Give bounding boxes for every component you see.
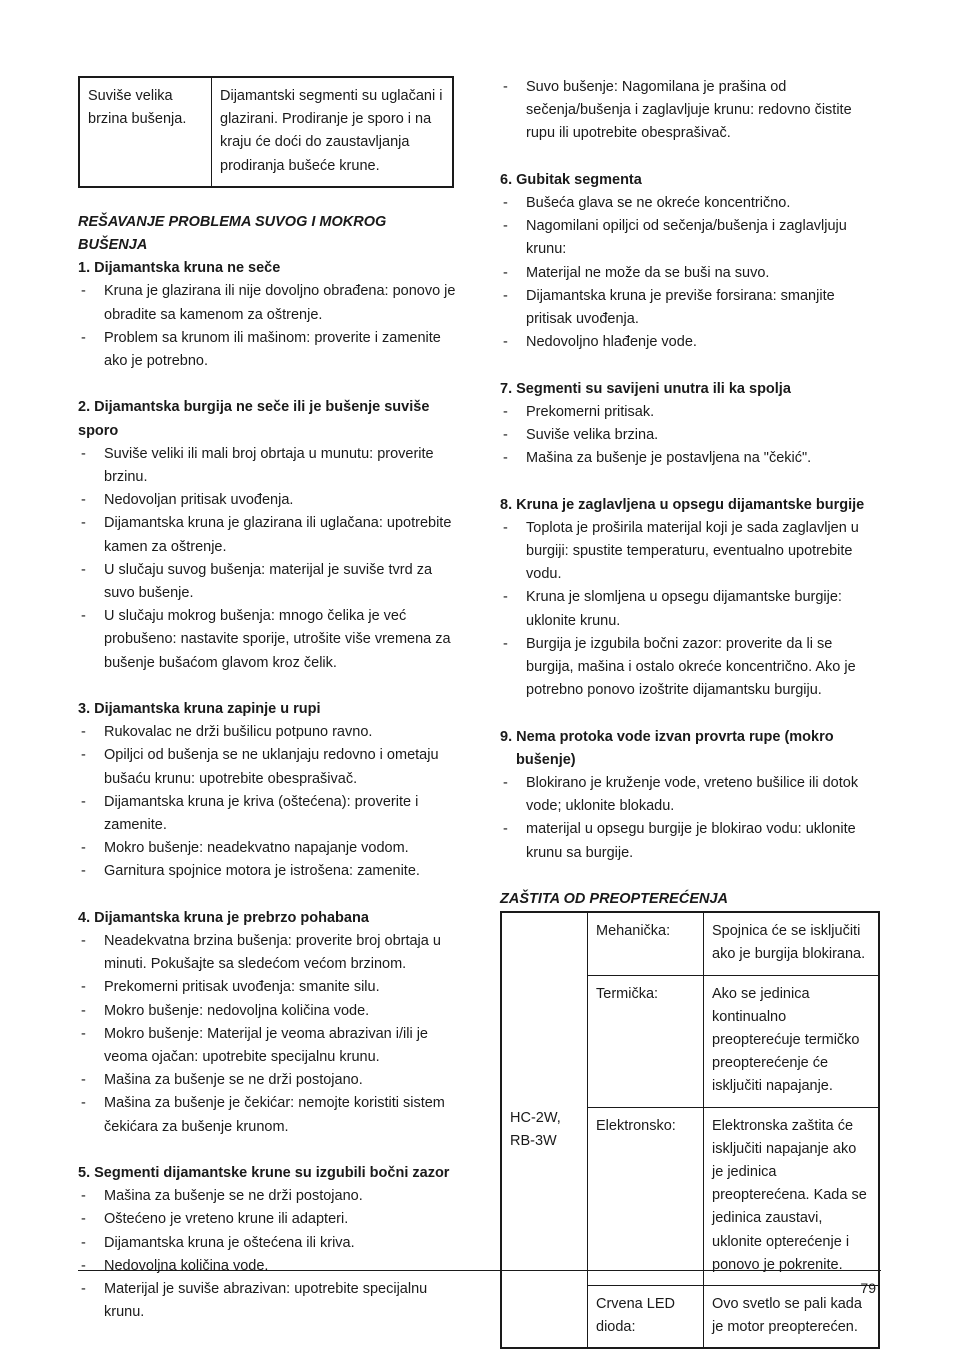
section-heading: 8. Kruna je zaglavljena u opsegu dijamantske burgije <box>500 496 865 513</box>
left-column <box>78 76 456 1325</box>
list-item: - Mašina za bušenje je čekićar: nemojte koristiti sistem čekićara za bušenje krunom. <box>78 1092 456 1138</box>
list-item: - Prekomerni pritisak uvođenja: smanite silu. <box>78 976 456 999</box>
list-item: - Garnitura spojnice motora je istrošena: zamenite. <box>78 860 456 883</box>
table-row <box>79 77 453 187</box>
section-list <box>78 930 456 1139</box>
section-list <box>78 280 456 373</box>
protection-type-cell: Termička: <box>588 975 704 1107</box>
protection-desc-cell: Spojnica će se isključiti ako je burgija blokirana. <box>704 912 880 975</box>
list-item: - Suvo bušenje: Nagomilana je prašina od sečenja/bušenja i zaglavljuje krunu: redovno čistite rupu ili upotrebite obesprašivač. <box>500 76 880 146</box>
list-item: - Nedovoljna količina vode. <box>78 1255 456 1278</box>
footer-rule <box>78 1270 881 1271</box>
list-item: - Prekomerni pritisak. <box>500 401 880 424</box>
section-list <box>500 76 880 146</box>
overload-protection-table <box>500 911 880 1349</box>
section-list <box>500 401 880 471</box>
model-cell: HC-2W, RB-3W <box>501 912 588 1348</box>
list-item: - Mašina za bušenje je postavljena na "čekić". <box>500 447 880 470</box>
section-list <box>500 772 880 865</box>
protection-type-cell: Elektronsko: <box>588 1107 704 1285</box>
list-item: - Oštećeno je vreteno krune ili adapteri. <box>78 1208 456 1231</box>
list-item: - Dijamantska kruna je glazirana ili uglačana: upotrebite kamen za oštrenje. <box>78 512 456 558</box>
section-list <box>78 1185 456 1324</box>
section-heading: 3. Dijamantska kruna zapinje u rupi <box>78 701 321 718</box>
section-list <box>500 192 880 354</box>
list-item: - U slučaju mokrog bušenja: mnogo čelika je već probušeno: nastavite sporije, utrošite više vremena za bušenje bušaćom glavom kroz čelik. <box>78 605 456 675</box>
protection-desc-cell: Elektronska zaštita će isključiti napajanje ako je jedinica preopterećena. Kada se jedinica zaustavi, uklonite opterećenje i ponovo je pokrenite. <box>704 1107 880 1285</box>
list-item: - Mokro bušenje: nedovoljna količina vode. <box>78 1000 456 1023</box>
list-item: - Problem sa krunom ili mašinom: proverite i zamenite ako je potrebno. <box>78 327 456 373</box>
list-item: - Opiljci od bušenja se ne uklanjaju redovno i ometaju bušaću krunu: upotrebite obesprašivač. <box>78 744 456 790</box>
section-heading: 1. Dijamantska kruna ne seče <box>78 260 281 277</box>
list-item: - Dijamantska kruna je previše forsirana: smanjite pritisak uvođenja. <box>500 285 880 331</box>
section-heading: 6. Gubitak segmenta <box>500 171 642 188</box>
list-item: - Nedovoljno hlađenje vode. <box>500 331 880 354</box>
list-item: - Blokirano je kruženje vode, vreteno bušilice ili dotok vode; uklonite blokadu. <box>500 772 880 818</box>
section-heading: 5. Segmenti dijamantske krune su izgubili bočni zazor <box>78 1165 450 1182</box>
troubleshooting-title: REŠAVANJE PROBLEMA SUVOG I MOKROG BUŠENJA <box>78 213 387 254</box>
protection-desc-cell: Ovo svetlo se pali kada je motor preopterećen. <box>704 1286 880 1349</box>
protection-type-cell: Mehanička: <box>588 912 704 975</box>
list-item: - Neadekvatna brzina bušenja: proverite broj obrtaja u minuti. Pokušajte sa sledećom većom brzinom. <box>78 930 456 976</box>
section-heading: 4. Dijamantska kruna je prebrzo pohabana <box>78 909 369 926</box>
list-item: - Materijal je suviše abrazivan: upotrebite specijalnu krunu. <box>78 1278 456 1324</box>
list-item: - Dijamantska kruna je oštećena ili kriva. <box>78 1232 456 1255</box>
list-item: - Kruna je slomljena u opsegu dijamantske burgije: uklonite krunu. <box>500 586 880 632</box>
list-item: - Bušeća glava se ne okreće koncentrično. <box>500 192 880 215</box>
section-list <box>78 721 456 883</box>
list-item: - Mašina za bušenje se ne drži postojano. <box>78 1185 456 1208</box>
speed-issue-table <box>78 76 454 188</box>
list-item: - Suviše velika brzina. <box>500 424 880 447</box>
list-item: - materijal u opsegu burgije je blokirao vodu: uklonite krunu sa burgije. <box>500 818 880 864</box>
issue-effect-cell: Dijamantski segmenti su uglačani i glazirani. Prodiranje je sporo i na kraju će doći do zaustavljanja prodiranja bušeće krune. <box>212 77 454 187</box>
section-list <box>78 443 456 675</box>
list-item: - Kruna je glazirana ili nije dovoljno obrađena: ponovo je obradite sa kamenom za oštrenje. <box>78 280 456 326</box>
right-column <box>500 76 880 1349</box>
list-item: - Mokro bušenje: Materijal je veoma abrazivan i/ili je veoma ojačan: upotrebite specijalnu krunu. <box>78 1023 456 1069</box>
list-item: - Suviše veliki ili mali broj obrtaja u munutu: proverite brzinu. <box>78 443 456 489</box>
issue-cause-cell: Suviše velika brzina bušenja. <box>88 88 187 128</box>
list-item: - Mokro bušenje: neadekvatno napajanje vodom. <box>78 837 456 860</box>
list-item: - U slučaju suvog bušenja: materijal je suviše tvrd za suvo bušenje. <box>78 559 456 605</box>
list-item: - Nagomilani opiljci od sečenja/bušenja i zaglavljuju krunu: <box>500 215 880 261</box>
list-item: - Materijal ne može da se buši na suvo. <box>500 262 880 285</box>
table-row <box>501 912 879 975</box>
section-heading: 7. Segmenti su savijeni unutra ili ka spolja <box>500 380 791 397</box>
protection-type-cell: Crvena LED dioda: <box>588 1286 704 1349</box>
section-heading: 9. Nema protoka vode izvan provrta rupe (mokro bušenje) <box>500 728 834 768</box>
list-item: - Toplota je proširila materijal koji je sada zaglavljen u burgiji: spustite temperaturu, eventualno upotrebite vodu. <box>500 517 880 587</box>
list-item: - Dijamantska kruna je kriva (oštećena): proverite i zamenite. <box>78 791 456 837</box>
list-item: - Rukovalac ne drži bušilicu potpuno ravno. <box>78 721 456 744</box>
list-item: - Mašina za bušenje se ne drži postojano. <box>78 1069 456 1092</box>
page-number: 79 <box>860 1280 876 1296</box>
protection-desc-cell: Ako se jedinica kontinualno preopterećuje termičko preopterećenje će isključiti napajanje. <box>704 975 880 1107</box>
section-list <box>500 517 880 703</box>
list-item: - Nedovoljan pritisak uvođenja. <box>78 489 456 512</box>
overload-title: ZAŠTITA OD PREOPTEREĆENJA <box>500 891 728 908</box>
list-item: - Burgija je izgubila bočni zazor: proverite da li se burgija, mašina i ostalo okreće koncentrično. Ako je potrebno ponovo izoštrite dijamantsku burgiju. <box>500 633 880 703</box>
section-heading: 2. Dijamantska burgija ne seče ili je bušenje suviše sporo <box>78 399 430 439</box>
